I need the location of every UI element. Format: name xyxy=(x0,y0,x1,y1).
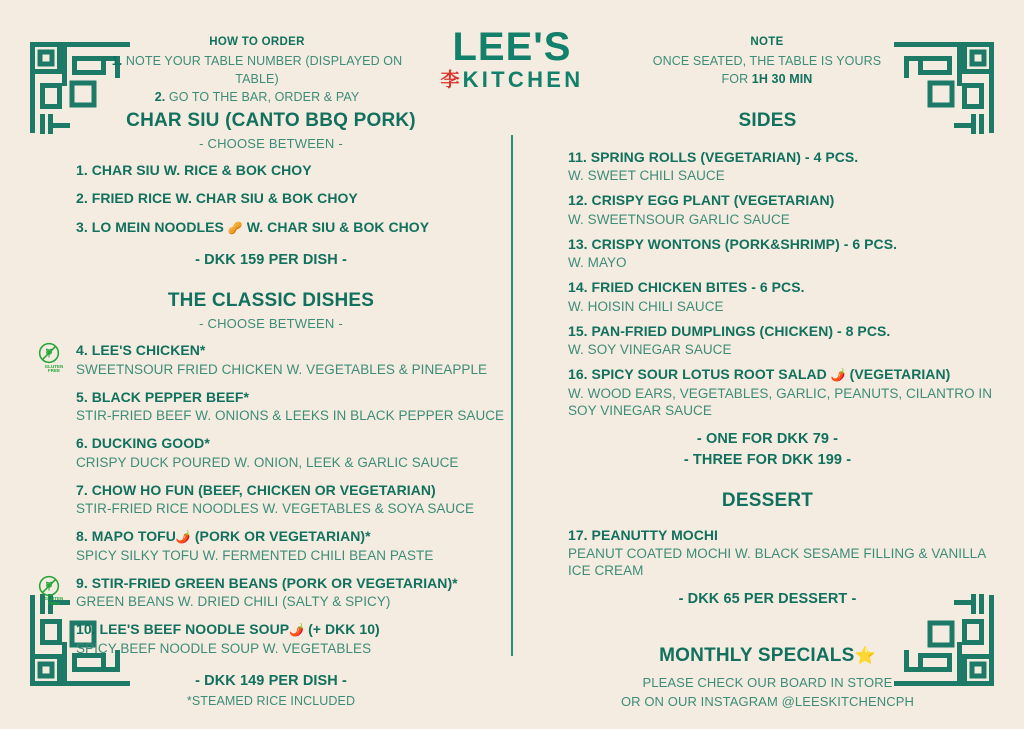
step-2-text: GO TO THE BAR, ORDER & PAY xyxy=(165,89,360,104)
dish-name: 6. DUCKING GOOD* xyxy=(76,435,210,452)
menu-item[interactable] xyxy=(540,323,995,359)
menu-item[interactable] xyxy=(36,219,506,237)
note-title: NOTE xyxy=(750,36,784,48)
monthly-specials-text: MONTHLY SPECIALS xyxy=(659,645,855,667)
how-to-order-title: HOW TO ORDER xyxy=(209,36,305,48)
left-menu-column xyxy=(36,110,506,708)
menu-item[interactable] xyxy=(540,192,995,228)
peanut-icon: 🥜 xyxy=(227,220,243,235)
dish-name-prefix: 3. LO MEIN NOODLES xyxy=(76,218,228,235)
menu-item[interactable] xyxy=(36,575,506,611)
section-subtitle-char-siu: - CHOOSE BETWEEN - xyxy=(199,135,343,151)
price-sides-one: - ONE FOR DKK 79 - xyxy=(696,430,839,447)
menu-item[interactable] xyxy=(36,528,506,564)
price-classics: - DKK 149 PER DISH - xyxy=(195,672,347,689)
monthly-specials-line-1: PLEASE CHECK OUR BOARD IN STORE xyxy=(642,675,893,691)
column-divider xyxy=(511,135,513,656)
dish-description: W. SOY VINEGAR SAUCE xyxy=(568,342,732,358)
dish-description: CRISPY DUCK POURED W. ONION, LEEK & GARLIC SAUCE xyxy=(76,454,459,470)
dish-name: 13. CRISPY WONTONS (PORK&SHRIMP) - 6 PCS. xyxy=(568,235,898,252)
dish-name-prefix: 10. LEE'S BEEF NOODLE SOUP xyxy=(76,621,290,638)
note-line-2 xyxy=(602,71,932,89)
gluten-free-badge xyxy=(38,575,70,609)
dish-name: 15. PAN-FRIED DUMPLINGS (CHICKEN) - 8 PCS. xyxy=(568,322,891,339)
dish-name-suffix: (PORK OR VEGETARIAN)* xyxy=(190,528,371,545)
dish-name: 7. CHOW HO FUN (BEEF, CHICKEN OR VEGETARIAN) xyxy=(76,481,436,498)
dish-description: W. SWEETNSOUR GARLIC SAUCE xyxy=(568,211,790,227)
chili-pepper-icon: 🌶️ xyxy=(830,368,846,383)
menu-item[interactable] xyxy=(540,279,995,315)
dish-description: W. HOISIN CHILI SAUCE xyxy=(568,298,724,314)
how-to-order-step-2 xyxy=(92,89,422,107)
step-2-number: 2. xyxy=(154,89,166,104)
section-title-sides: SIDES xyxy=(738,110,797,131)
dish-name-suffix: W. CHAR SIU & BOK CHOY xyxy=(242,218,430,235)
dish-description: SPICY SILKY TOFU W. FERMENTED CHILI BEAN PASTE xyxy=(76,547,434,563)
menu-item[interactable] xyxy=(36,435,506,471)
dish-name: 9. STIR-FRIED GREEN BEANS (PORK OR VEGETARIAN)* xyxy=(76,574,458,591)
step-1-text: NOTE YOUR TABLE NUMBER (DISPLAYED ON TABLE) xyxy=(122,54,403,86)
dish-name: 2. FRIED RICE W. CHAR SIU & BOK CHOY xyxy=(76,190,358,207)
note-block xyxy=(602,26,932,89)
chili-pepper-icon: 🌶️ xyxy=(175,530,191,545)
menu-item[interactable] xyxy=(540,236,995,272)
dish-name: 5. BLACK PEPPER BEEF* xyxy=(76,388,249,405)
dish-description: W. MAYO xyxy=(568,255,627,271)
dish-name xyxy=(568,366,995,384)
menu-item[interactable] xyxy=(540,527,995,580)
dish-name xyxy=(76,528,506,546)
gluten-free-label: GLUTEN FREE xyxy=(44,596,64,606)
menu-item[interactable] xyxy=(540,149,995,185)
chili-pepper-icon: 🌶️ xyxy=(289,623,305,638)
note-line-1: ONCE SEATED, THE TABLE IS YOURS xyxy=(652,54,882,68)
right-menu-column xyxy=(540,110,995,712)
section-title-char-siu: CHAR SIU (CANTO BBQ PORK) xyxy=(126,110,416,131)
dish-name-prefix: 16. SPICY SOUR LOTUS ROOT SALAD xyxy=(568,366,831,383)
menu-item[interactable] xyxy=(36,190,506,208)
dish-description: STIR-FRIED BEEF W. ONIONS & LEEKS IN BLACK PEPPER SAUCE xyxy=(76,408,505,424)
star-icon: ⭐ xyxy=(854,646,876,667)
dish-name xyxy=(76,219,506,237)
dish-description: SPICY BEEF NOODLE SOUP W. VEGETABLES xyxy=(76,640,372,656)
dish-name xyxy=(76,621,506,639)
dish-name-suffix: (+ DKK 10) xyxy=(304,621,380,638)
how-to-order-block xyxy=(92,26,422,106)
dish-description: GREEN BEANS W. DRIED CHILI (SALTY & SPICY) xyxy=(76,594,391,610)
logo-lees-text: LEE'S xyxy=(452,25,572,69)
dish-description: SWEETNSOUR FRIED CHICKEN W. VEGETABLES & PINEAPPLE xyxy=(76,361,488,377)
menu-item[interactable] xyxy=(36,621,506,657)
note-duration: 1H 30 MIN xyxy=(751,71,813,86)
dish-name-prefix: 8. MAPO TOFU xyxy=(76,528,176,545)
price-dessert: - DKK 65 PER DESSERT - xyxy=(678,591,857,608)
section-title-monthly-specials xyxy=(540,645,995,667)
section-subtitle-classics: - CHOOSE BETWEEN - xyxy=(199,316,343,332)
how-to-order-step-1 xyxy=(92,53,422,89)
dish-description: W. WOOD EARS, VEGETABLES, GARLIC, PEANUTS, CILANTRO IN SOY VINEGAR SAUCE xyxy=(568,385,993,418)
menu-item[interactable] xyxy=(36,389,506,425)
dish-name: 11. SPRING ROLLS (VEGETARIAN) - 4 PCS. xyxy=(568,148,859,165)
gluten-free-label: GLUTEN FREE xyxy=(44,363,64,374)
section-title-classics: THE CLASSIC DISHES xyxy=(167,290,375,312)
restaurant-logo xyxy=(422,26,602,93)
dish-description: STIR-FRIED RICE NOODLES W. VEGETABLES & SOYA SAUCE xyxy=(76,501,475,517)
dish-name: 14. FRIED CHICKEN BITES - 6 PCS. xyxy=(568,279,805,296)
dish-name: 1. CHAR SIU W. RICE & BOK CHOY xyxy=(76,161,312,178)
price-char-siu: - DKK 159 PER DISH - xyxy=(195,252,347,269)
menu-item[interactable] xyxy=(36,162,506,180)
logo-kitchen-text: KITCHEN xyxy=(462,67,584,93)
logo-chinese-character-icon: 李 xyxy=(440,68,460,91)
dish-name-suffix: (VEGETARIAN) xyxy=(845,366,951,383)
price-sides-three: - THREE FOR DKK 199 - xyxy=(683,451,852,468)
gluten-free-badge xyxy=(38,342,70,376)
menu-item[interactable] xyxy=(36,482,506,518)
section-title-dessert: DESSERT xyxy=(721,489,814,511)
note-line-2-prefix: FOR xyxy=(721,71,752,86)
menu-item[interactable] xyxy=(540,366,995,419)
step-1-number: 1. xyxy=(111,54,123,68)
dish-description: W. SWEET CHILI SAUCE xyxy=(568,168,725,184)
dish-name: 12. CRISPY EGG PLANT (VEGETARIAN) xyxy=(568,192,835,209)
logo-bottom-row xyxy=(422,67,602,93)
dish-name: 17. PEANUTTY MOCHI xyxy=(568,526,718,543)
monthly-specials-line-2: OR ON OUR INSTAGRAM @LEESKITCHENCPH xyxy=(620,693,915,709)
menu-header xyxy=(0,26,1024,106)
menu-item[interactable] xyxy=(36,342,506,378)
footnote-steamed-rice: *STEAMED RICE INCLUDED xyxy=(186,693,356,708)
dish-description: PEANUT COATED MOCHI W. BLACK SESAME FILLING & VANILLA ICE CREAM xyxy=(568,546,986,579)
dish-name: 4. LEE'S CHICKEN* xyxy=(76,342,206,359)
